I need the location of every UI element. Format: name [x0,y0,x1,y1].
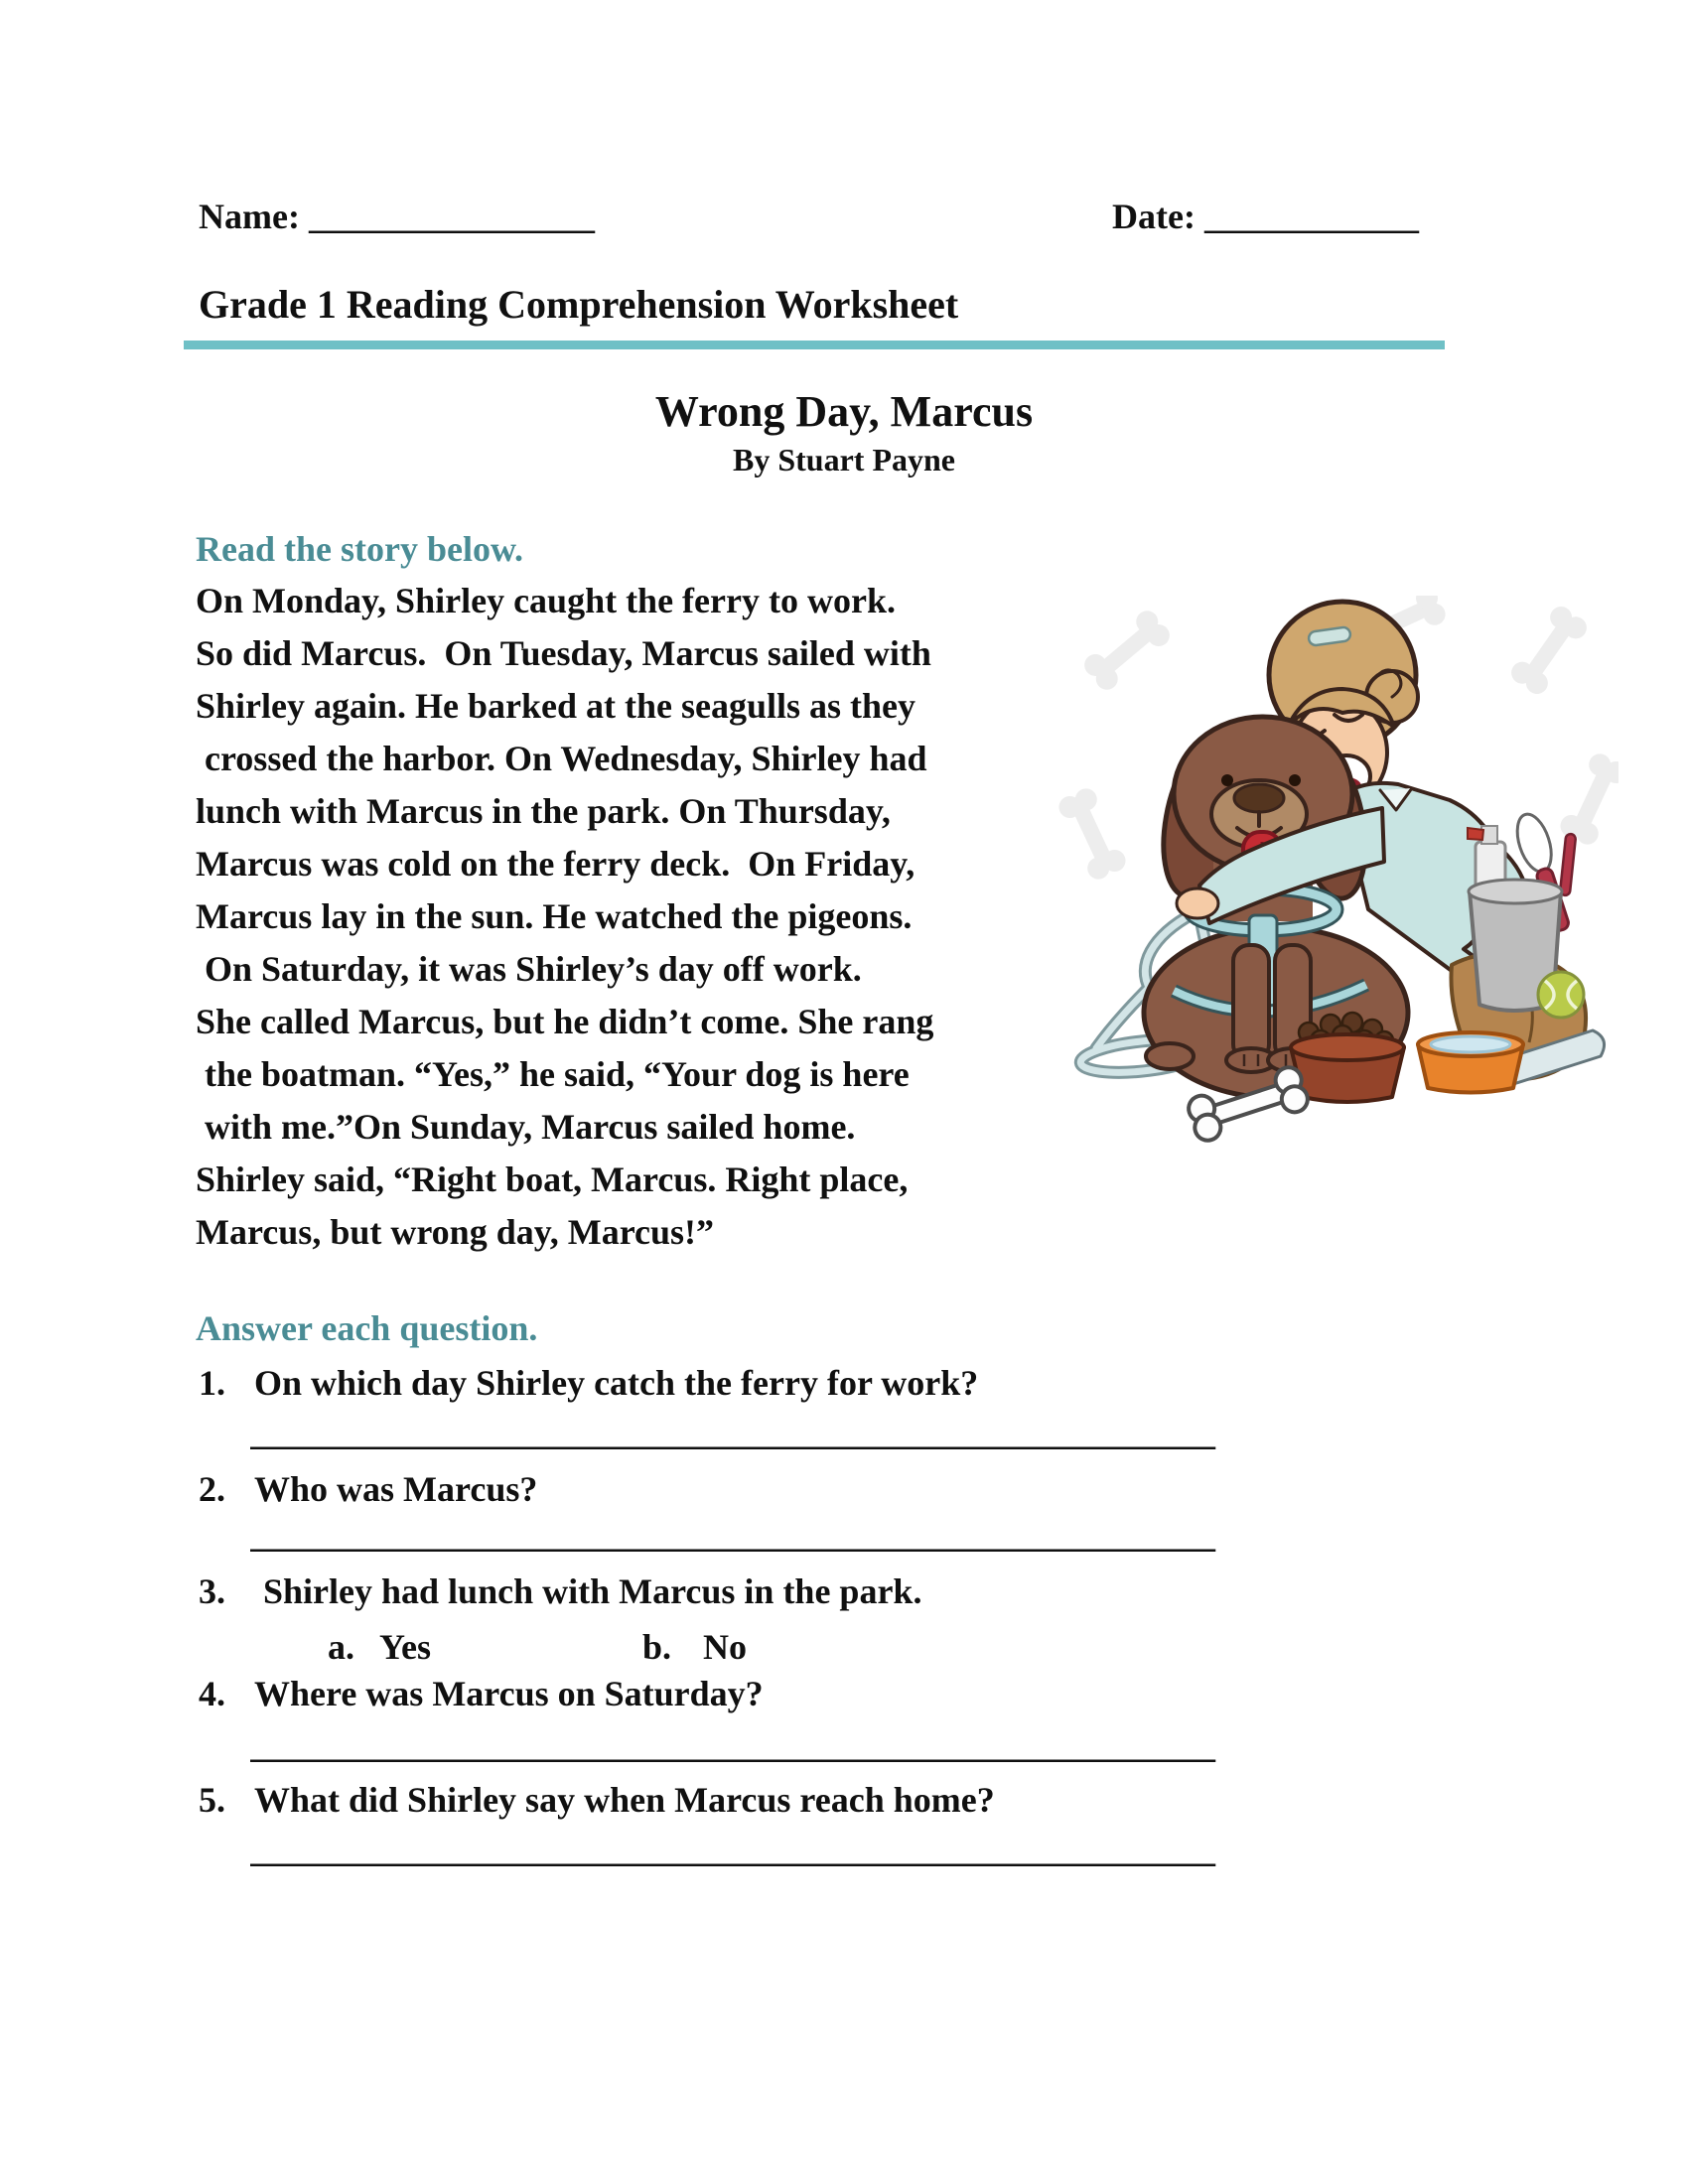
question-number: 1. [199,1363,225,1403]
answer-blank-3: ______________________________________________________ [250,1725,1215,1765]
bucket-rim [1469,880,1562,903]
story-line: She called Marcus, but he didn’t come. She rang [196,1002,934,1041]
story-line: lunch with Marcus in the park. On Thursday, [196,791,891,831]
date-blank: ____________ [1203,197,1419,236]
water-bowl [1418,1032,1523,1093]
story-line: Marcus lay in the sun. He watched the pigeons. [196,896,913,936]
worksheet-heading: Grade 1 Reading Comprehension Worksheet [199,282,959,327]
question-4 [199,1672,764,1715]
question-1 [199,1361,978,1405]
name-label: Name: [199,197,300,236]
option-b-label: b. [642,1627,672,1667]
date-gap [1196,197,1204,236]
dog-eye-left [1221,774,1233,786]
story-line: crossed the harbor. On Wednesday, Shirley had [196,739,927,778]
name-gap [300,197,309,236]
story-line: On Monday, Shirley caught the ferry to work. [196,581,896,620]
question-text: Shirley had lunch with Marcus in the park. [254,1571,922,1611]
story-byline: By Stuart Payne [733,442,955,478]
answer-blank-4: ______________________________________________________ [250,1830,1215,1869]
story-line: Shirley said, “Right boat, Marcus. Right place, [196,1160,909,1199]
question-text: What did Shirley say when Marcus reach home? [254,1780,995,1820]
story-line: with me.”On Sunday, Marcus sailed home. [196,1107,856,1147]
question-3 [199,1570,921,1613]
question-number: 3. [199,1571,225,1611]
story-line: On Saturday, it was Shirley’s day off work. [196,949,862,989]
dog-hind-paw [1146,1043,1194,1069]
dog-front-leg-left [1233,945,1269,1060]
question-2 [199,1467,537,1511]
question-text: Where was Marcus on Saturday? [254,1674,764,1713]
story-line: the boatman. “Yes,” he said, “Your dog is here [196,1054,910,1094]
answer-instruction: Answer each question. [196,1308,538,1348]
question-number: 4. [199,1674,225,1713]
question-3-options [328,1625,747,1669]
water [1431,1036,1510,1052]
option-a-label: a. [328,1627,354,1667]
name-row [199,195,595,238]
toothbrush [1560,834,1576,896]
story-line: Shirley again. He barked at the seagulls as they [196,686,916,726]
answer-blank-1: ______________________________________________________ [250,1413,1215,1452]
option-b-text: No [703,1627,747,1667]
tennis-ball [1538,972,1584,1018]
story-line: Marcus, but wrong day, Marcus!” [196,1212,715,1252]
dog-eye-right [1289,774,1301,786]
story-illustration [1053,596,1618,1161]
option-a-text: Yes [379,1627,431,1667]
story-title: Wrong Day, Marcus [654,387,1034,436]
answer-blank-2: ______________________________________________________ [250,1515,1215,1555]
heading-divider-rule [184,341,1445,349]
question-number: 5. [199,1780,225,1820]
story-line: So did Marcus. On Tuesday, Marcus sailed with [196,633,931,673]
date-row [1112,195,1419,238]
question-text: On which day Shirley catch the ferry for work? [254,1363,979,1403]
dog-nose [1234,784,1284,812]
story-line: Marcus was cold on the ferry deck. On Friday, [196,844,915,884]
question-number: 2. [199,1469,225,1509]
woman-hand [1177,888,1218,918]
date-label: Date: [1112,197,1196,236]
read-instruction: Read the story below. [196,529,523,569]
story-text [196,575,1109,1259]
question-5 [199,1778,995,1822]
name-blank: ________________ [308,197,595,236]
question-text: Who was Marcus? [254,1469,538,1509]
